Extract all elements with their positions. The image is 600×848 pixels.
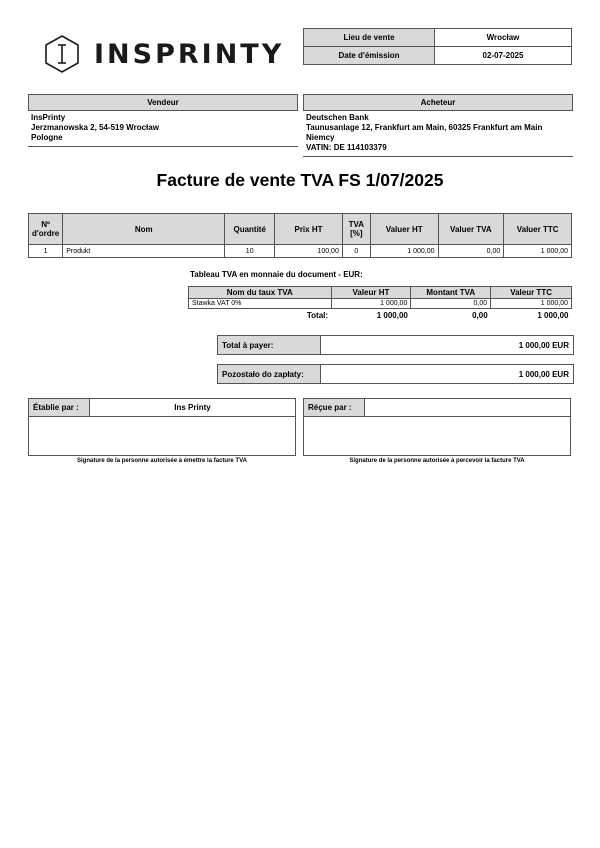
issued-by-value: Ins Printy: [174, 403, 211, 412]
issued-by-label: Établie par :: [29, 399, 90, 416]
received-by-label: Réçue par :: [304, 399, 365, 416]
buyer-line: Deutschen Bank: [306, 113, 369, 122]
seller-block: [28, 94, 298, 147]
items-table: [28, 213, 572, 258]
cell-gross: 1 000,00: [491, 299, 572, 309]
col-header: Valuer TTC: [504, 214, 572, 245]
seller-line: InsPrinty: [31, 113, 66, 122]
col-header: Nom: [63, 214, 225, 245]
cell-quantity: 10: [225, 245, 275, 258]
vat-total-row: [189, 309, 572, 323]
cell-gross: 1 000,00: [504, 245, 572, 258]
signature-area: [303, 417, 571, 456]
logo-text: INSPRINTY: [94, 38, 285, 70]
cell-net: 1 000,00: [331, 299, 411, 309]
total-to-pay-box: [217, 335, 574, 355]
signature-area: [28, 417, 296, 456]
table-row: [189, 299, 572, 309]
seller-details: [28, 111, 298, 147]
col-header: Nom du taux TVA: [189, 287, 332, 299]
cell-rate-name: Stawka VAT 0%: [189, 299, 332, 309]
cell-vat: 0,00: [438, 245, 504, 258]
col-header: Montant TVA: [411, 287, 491, 299]
buyer-line: Taunusanlage 12, Frankfurt am Main, 60325 Frankfurt am Main: [306, 123, 543, 132]
col-header: TVA [%]: [342, 214, 370, 245]
invoice-title: Facture de vente TVA FS 1/07/2025: [156, 170, 444, 190]
buyer-block: [303, 94, 573, 157]
remaining-box: [217, 364, 574, 384]
issue-meta-table: [303, 28, 572, 65]
col-header: Valeur TTC: [491, 287, 572, 299]
received-by-value: [365, 399, 570, 416]
col-header: Quantité: [225, 214, 275, 245]
cell-vat: 0,00: [411, 299, 491, 309]
received-by-block: [303, 398, 571, 464]
buyer-details: [303, 111, 573, 157]
buyer-title: Acheteur: [303, 94, 573, 111]
total-gross: 1 000,00: [537, 311, 569, 320]
total-label: Total:: [306, 311, 329, 320]
items-header-row: [29, 214, 572, 245]
col-header: Valeur HT: [331, 287, 411, 299]
cell-net: 1 000,00: [370, 245, 438, 258]
buyer-line: VATIN: DE 114103379: [306, 143, 387, 152]
seller-line: Pologne: [31, 133, 63, 142]
col-header: Prix HT: [275, 214, 343, 245]
table-row: [29, 245, 572, 258]
cell-index: 1: [29, 245, 63, 258]
cell-price: 100,00: [275, 245, 343, 258]
issued-by-block: [28, 398, 296, 464]
issued-by-caption: Signature de la personne autorisée à émettre la facture TVA: [77, 458, 247, 464]
total-to-pay-label: Total à payer:: [218, 336, 321, 354]
col-header: Nº d'ordre: [29, 214, 63, 245]
cell-name: Produkt: [63, 245, 225, 258]
seller-title: Vendeur: [28, 94, 298, 111]
remaining-value: 1 000,00 EUR: [518, 369, 569, 379]
col-header: Valuer HT: [370, 214, 438, 245]
remaining-label: Pozostało do zapłaty:: [218, 365, 321, 383]
vat-header-row: [189, 287, 572, 299]
seller-line: Jerzmanowska 2, 54-519 Wrocław: [31, 123, 159, 132]
place-value: Wrocław: [435, 29, 572, 47]
date-value: 02-07-2025: [435, 47, 572, 65]
date-label: Date d'émission: [304, 47, 435, 65]
received-by-caption: Signature de la personne autorisée à percevoir la facture TVA: [349, 458, 525, 464]
buyer-line: Niemcy: [306, 133, 335, 142]
col-header: Valuer TVA: [438, 214, 504, 245]
total-vat: 0,00: [472, 311, 488, 320]
total-net: 1 000,00: [376, 311, 408, 320]
total-to-pay-value: 1 000,00 EUR: [518, 340, 569, 350]
vat-table-caption: Tableau TVA en monnaie du document - EUR:: [190, 270, 363, 279]
cell-vat-rate: 0: [342, 245, 370, 258]
hexagon-logo-icon: [44, 34, 80, 74]
place-label: Lieu de vente: [304, 29, 435, 47]
vat-table: [188, 286, 572, 322]
company-logo: [44, 34, 284, 74]
